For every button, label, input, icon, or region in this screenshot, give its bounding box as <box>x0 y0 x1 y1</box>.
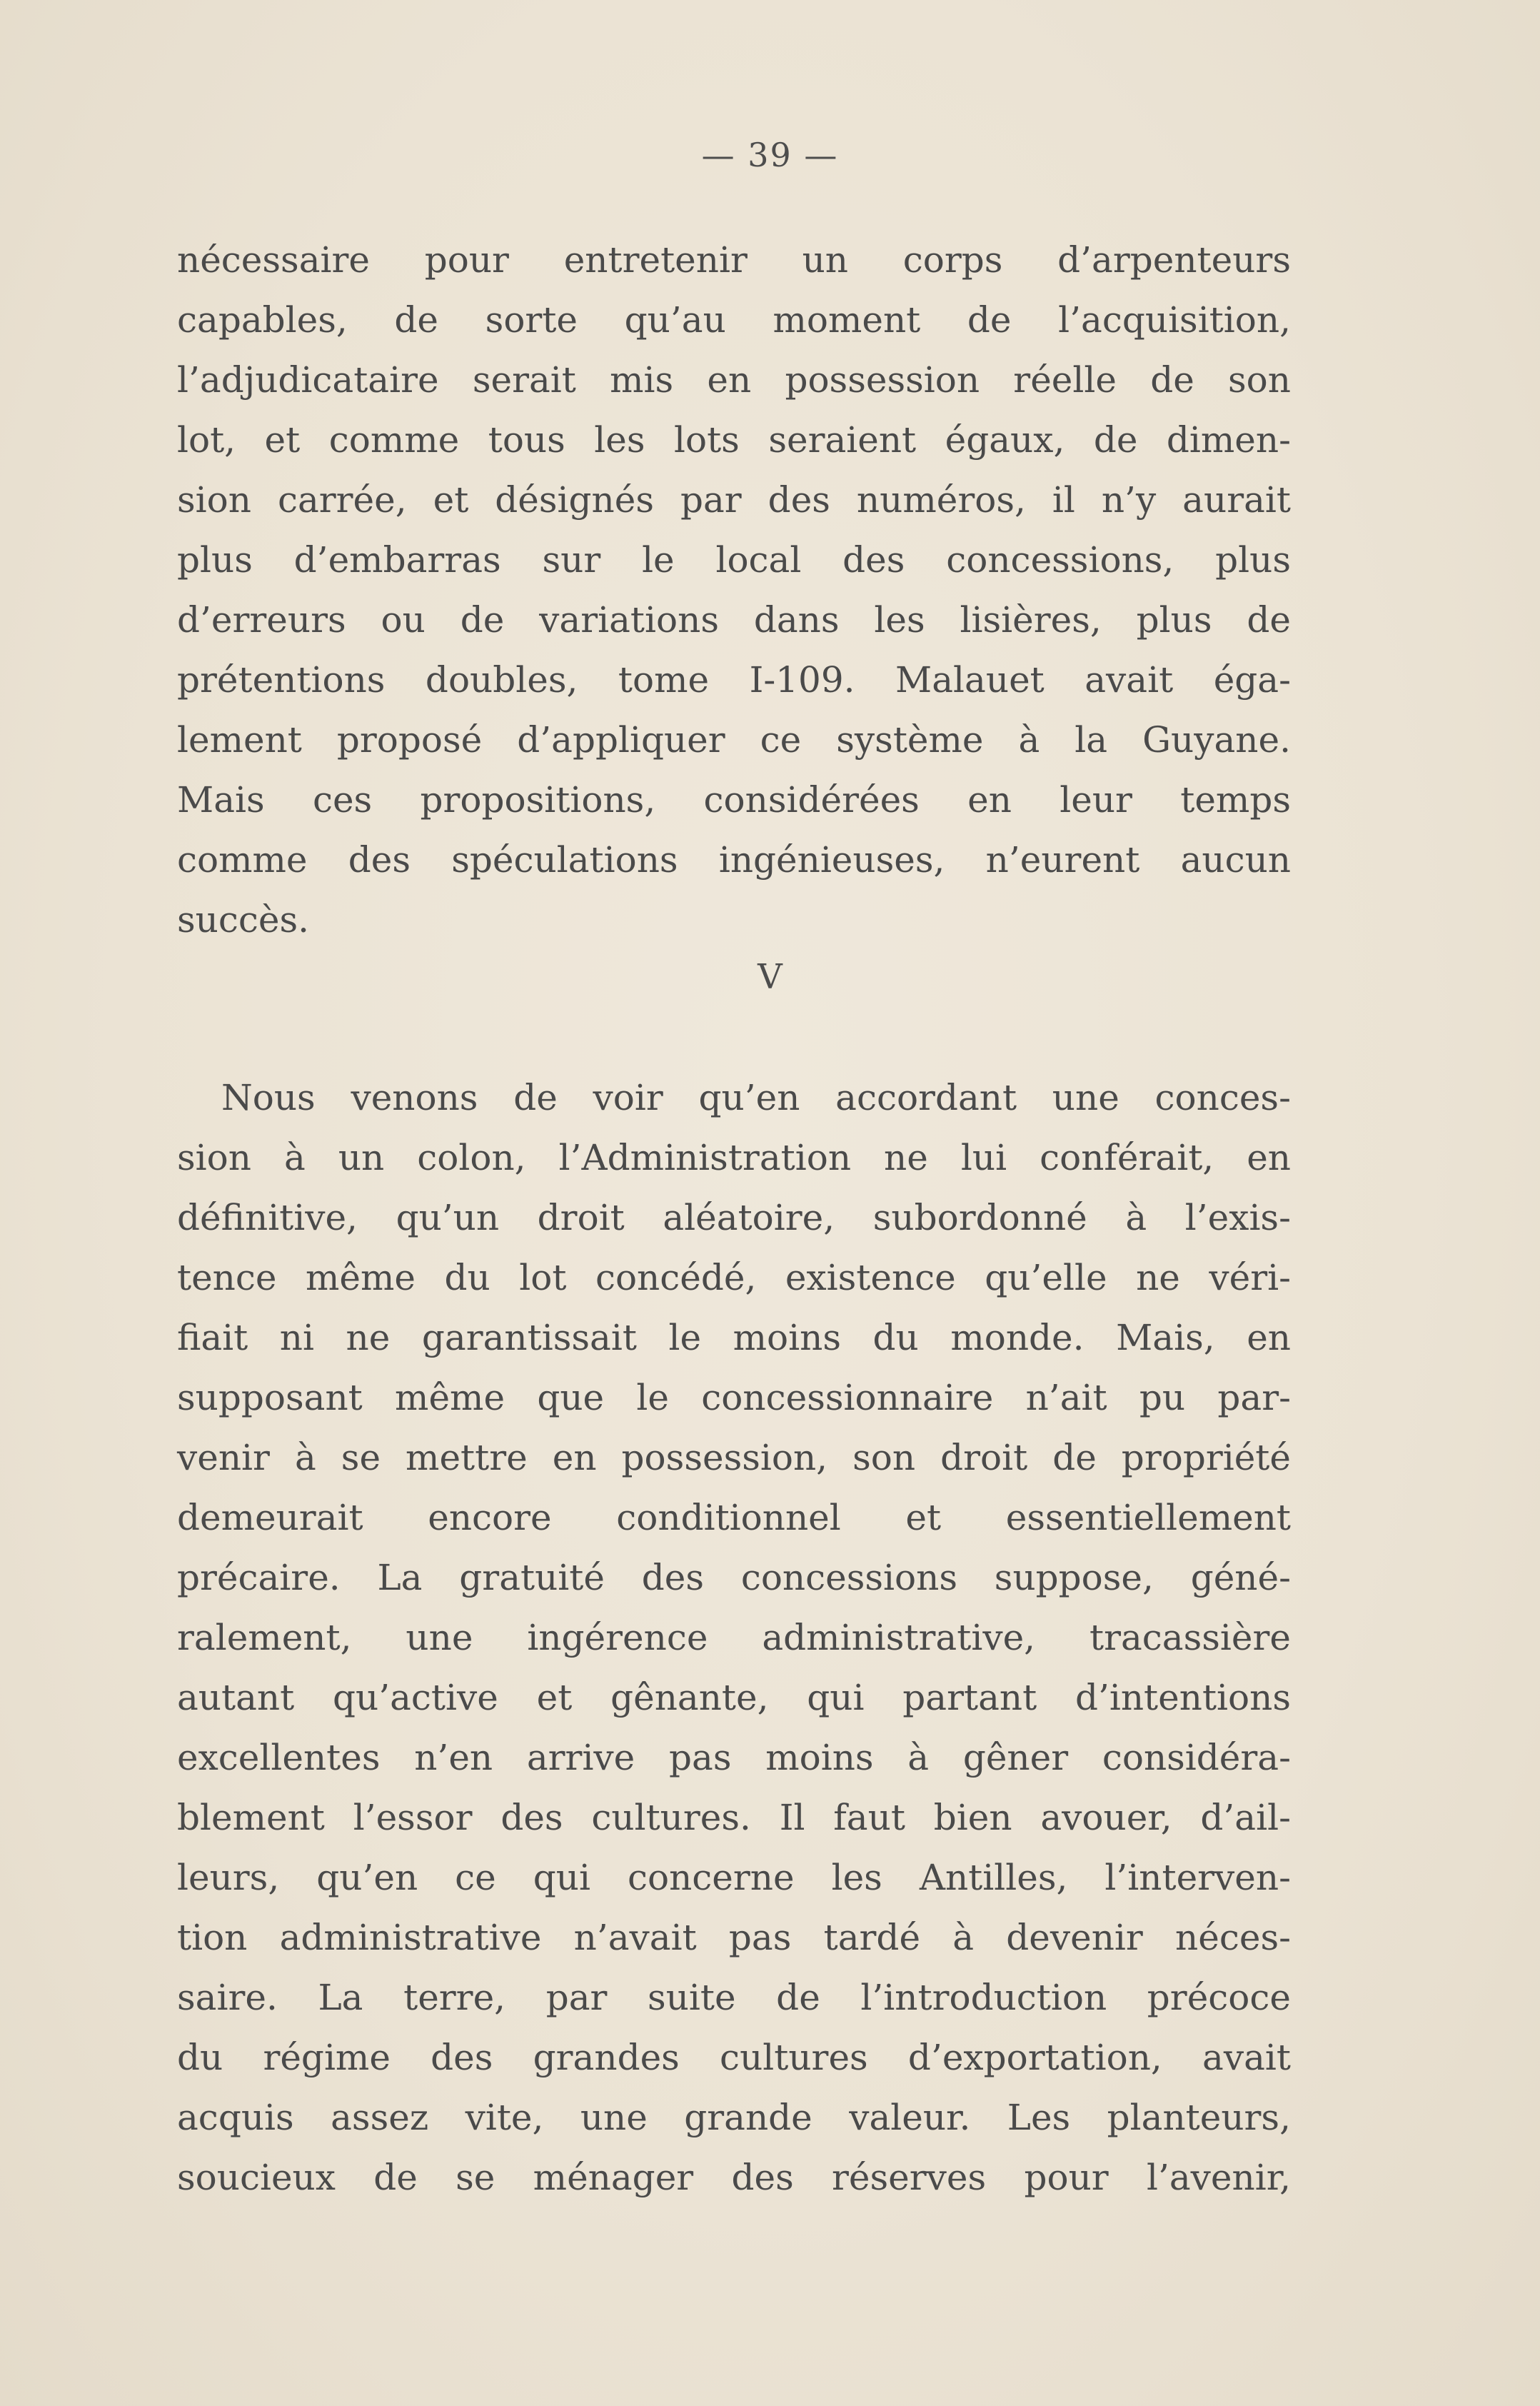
text-line: capables, de sorte qu’au moment de l’acquisition, <box>177 299 1291 341</box>
text-line: Nous venons de voir qu’en accordant une conces- <box>221 1077 1291 1118</box>
text-line: nécessaire pour entretenir un corps d’arpenteurs <box>177 239 1291 281</box>
text-line: tence même du lot concédé, existence qu’elle ne véri- <box>177 1257 1291 1298</box>
text-line: acquis assez vite, une grande valeur. Les planteurs, <box>177 2097 1291 2138</box>
text-line: autant qu’active et gênante, qui partant d’intentions <box>177 1677 1291 1718</box>
text-line: ralement, une ingérence administrative, tracassière <box>177 1617 1291 1658</box>
text-line: prétentions doubles, tome I-109. Malauet avait éga- <box>177 659 1291 701</box>
text-line: fiait ni ne garantissait le moins du monde. Mais, en <box>177 1317 1291 1358</box>
text-line: tion administrative n’avait pas tardé à devenir néces- <box>177 1917 1291 1958</box>
text-line: Mais ces propositions, considérées en leur temps <box>177 779 1291 821</box>
text-line: saire. La terre, par suite de l’introduction précoce <box>177 1977 1291 2018</box>
text-line: lot, et comme tous les lots seraient égaux, de dimen- <box>177 419 1291 461</box>
section-heading: V <box>758 957 782 997</box>
text-line: plus d’embarras sur le local des concessions, plus <box>177 539 1291 581</box>
text-line: définitive, qu’un droit aléatoire, subordonné à l’exis- <box>177 1197 1291 1238</box>
text-line: venir à se mettre en possession, son droit de propriété <box>177 1437 1291 1478</box>
text-line: précaire. La gratuité des concessions suppose, géné- <box>177 1557 1291 1598</box>
text-line: sion carrée, et désignés par des numéros, il n’y aurait <box>177 479 1291 521</box>
text-line: supposant même que le concessionnaire n’ait pu par- <box>177 1377 1291 1418</box>
text-line: soucieux de se ménager des réserves pour l’avenir, <box>177 2157 1291 2198</box>
text-line: excellentes n’en arrive pas moins à gêner considéra- <box>177 1737 1291 1778</box>
text-line: sion à un colon, l’Administration ne lui conférait, en <box>177 1137 1291 1178</box>
text-line: blement l’essor des cultures. Il faut bien avouer, d’ail- <box>177 1797 1291 1838</box>
text-line: leurs, qu’en ce qui concerne les Antilles, l’interven- <box>177 1857 1291 1898</box>
text-line: d’erreurs ou de variations dans les lisières, plus de <box>177 599 1291 641</box>
text-line: comme des spéculations ingénieuses, n’eurent aucun <box>177 839 1291 881</box>
text-line: succès. <box>177 899 310 941</box>
page-number: — 39 — <box>701 136 839 174</box>
text-line: du régime des grandes cultures d’exportation, avait <box>177 2037 1291 2078</box>
text-line: l’adjudicataire serait mis en possession réelle de son <box>177 359 1291 401</box>
text-line: lement proposé d’appliquer ce système à la Guyane. <box>177 719 1291 761</box>
text-line: demeurait encore conditionnel et essentiellement <box>177 1497 1291 1538</box>
